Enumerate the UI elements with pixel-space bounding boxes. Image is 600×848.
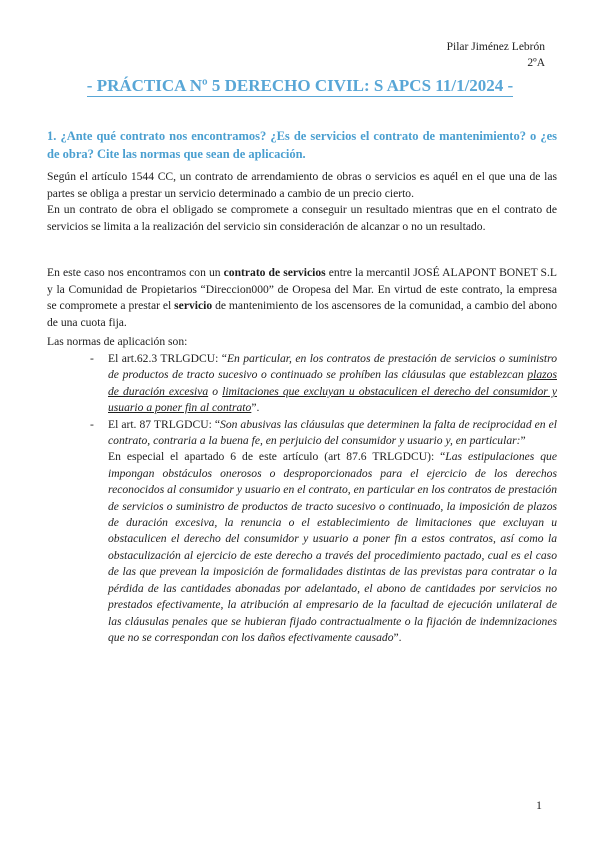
text-run: ”. bbox=[251, 401, 260, 415]
question-heading: 1. ¿Ante qué contrato nos encontramos? ¿Es de servicios el contrato de mantenimiento? o ¿es de obra? Cite las normas que sean de aplicación. bbox=[47, 129, 557, 161]
author-name: Pilar Jiménez Lebrón bbox=[446, 41, 545, 53]
text-run: En este caso nos encontramos con un bbox=[47, 266, 224, 279]
paragraph-definition bbox=[47, 169, 557, 235]
list-item bbox=[47, 351, 557, 417]
header-author-block bbox=[447, 39, 545, 71]
norms-intro: Las normas de aplicación son: bbox=[47, 335, 188, 348]
list-dash: - bbox=[90, 352, 94, 365]
page-title-text: - PRÁCTICA Nº 5 DERECHO CIVIL: S APCS 11/1/2024 - bbox=[86, 76, 514, 95]
paragraph-case bbox=[47, 265, 557, 331]
quote-text: o bbox=[208, 384, 223, 398]
page-title bbox=[60, 75, 540, 97]
text-run: En especial el apartado 6 de este artículo (art 87.6 TRLGDCU): “ bbox=[108, 450, 446, 464]
underlined-phrase: limitaciones que excluyan u obstaculicen el derecho del consumidor y usuario a poner fin al contrato bbox=[108, 384, 557, 415]
text-run: entre la mercantil JOSÉ ALAPONT BONET S.L y la Comunidad de Propietarios “Direccion000” de Oropesa del Mar. En virtud de este contrato, la empresa se compromete a prestar el bbox=[47, 266, 557, 312]
text-run: El art. 87 TRLGDCU: “ bbox=[108, 417, 221, 431]
quote-text: En particular, en los contratos de prestación de servicios o suministro de productos de tracto sucesivo o continuado se prohíben las cláusulas que establezcan bbox=[108, 352, 557, 382]
list-subparagraph bbox=[47, 449, 557, 646]
paragraph-1: Según el artículo 1544 CC, un contrato de arrendamiento de obras o servicios es aquél en el que una de las partes se obliga a prestar un servicio determinado a cambio de un precio cierto. bbox=[47, 170, 557, 200]
paragraph-2: En un contrato de obra el obligado se compromete a conseguir un resultado mientras que en el contrato de servicios se limita a la realización del servicio sin consideración de alcanzar o no un resultado. bbox=[47, 203, 557, 233]
text-run: de mantenimiento de los ascensores de la comunidad, a cambio del abono de una cuota fija. bbox=[47, 299, 558, 329]
norms-list bbox=[47, 351, 557, 646]
list-item bbox=[47, 417, 557, 450]
text-run: ”. bbox=[393, 630, 402, 644]
course-label: 2ºA bbox=[527, 57, 545, 69]
text-run: ” bbox=[520, 434, 526, 448]
list-dash: - bbox=[90, 417, 94, 431]
bold-contract-type: contrato de servicios bbox=[223, 266, 326, 279]
page-number: 1 bbox=[536, 798, 542, 812]
bold-service: servicio bbox=[174, 299, 213, 312]
quote-text: Las estipulaciones que impongan obstáculos onerosos o desproporcionados para el ejercicio de los derechos reconocidos al consumidor y usuario en el contrato, en particular en los contratos de prestación de servicios o suministro de productos de tracto sucesivo o continuado, la imposición de plazos de duración excesiva, la renuncia o el establecimiento de limitaciones que excluyan u obstaculicen el derecho del consumidor y usuario a poner fin a estos contratos, así como la obstaculización al ejercicio de este derecho a través del procedimiento pactado, cual es el caso de las que prevean la imposición de formalidades distintas de las previstas para contratar o la pérdida de las cantidades abonadas por adelantado, el abono de cantidades por servicios no prestados efectivamente, la atribución al empresario de la facultad de ejecución unilateral de las cláusulas penales que se hubieran fijado contractualmente o la fijación de indemnizaciones que no se correspondan con los daños efectivamente causado bbox=[108, 450, 557, 644]
underlined-phrase: plazos de duración excesiva bbox=[108, 368, 557, 398]
text-run: El art.62.3 TRLGDCU: “ bbox=[108, 352, 227, 365]
quote-text: Son abusivas las cláusulas que determinen la falta de reciprocidad en el contrato, contraria a la buena fe, en perjuicio del consumidor y usuario y, en particular: bbox=[108, 417, 557, 448]
